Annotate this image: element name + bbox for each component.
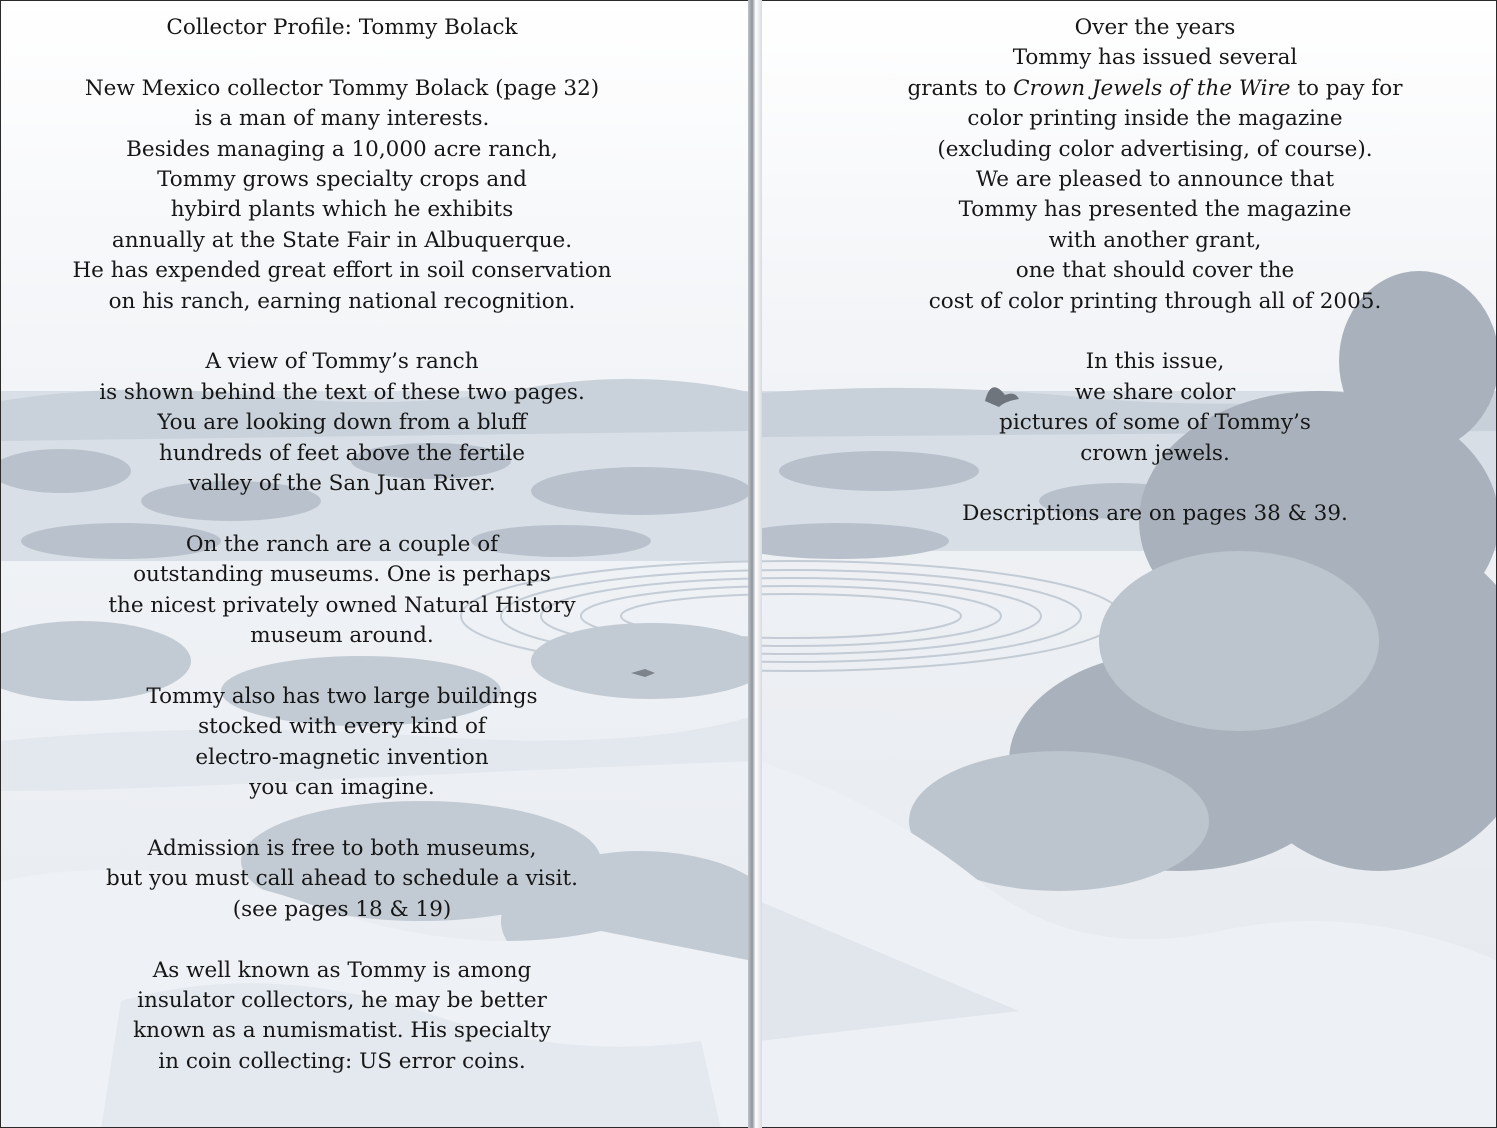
text-fragment: to pay for (1290, 75, 1403, 101)
text-line: with another grant, (1048, 227, 1262, 253)
text-line: annually at the State Fair in Albuquerque. (111, 227, 573, 253)
text-line: He has expended great effort in soil conservation (72, 258, 612, 284)
text-line: Tommy has issued several (1012, 45, 1298, 71)
text-line: Tommy has presented the magazine (958, 197, 1352, 223)
article-title: Collector Profile: Tommy Bolack (166, 15, 518, 40)
text-line: known as a numismatist. His specialty (133, 1018, 551, 1044)
text-line: electro-magnetic invention (195, 744, 489, 770)
text-line: but you must call ahead to schedule a visit. (105, 866, 578, 892)
text-line: hundreds of feet above the fertile (159, 440, 525, 466)
text-line: we share color (1074, 379, 1236, 405)
text-line: crown jewels. (1080, 440, 1230, 466)
page-gutter (748, 0, 762, 1128)
text-line: Over the years (1074, 15, 1236, 40)
text-line: valley of the San Juan River. (188, 471, 496, 497)
text-line: On the ranch are a couple of (185, 531, 499, 557)
text-line: on his ranch, earning national recognition. (108, 288, 576, 314)
text-line: In this issue, (1085, 349, 1225, 375)
text-line: in coin collecting: US error coins. (158, 1048, 526, 1074)
text-line: We are pleased to announce that (975, 167, 1335, 193)
text-line: New Mexico collector Tommy Bolack (page 32) (84, 75, 600, 101)
text-line: Admission is free to both museums, (147, 835, 537, 861)
text-line: Besides managing a 10,000 acre ranch, (126, 136, 558, 162)
text-line: As well known as Tommy is among (152, 957, 532, 983)
magazine-name: Crown Jewels of the Wire (1013, 75, 1291, 101)
text-line: hybird plants which he exhibits (170, 197, 514, 223)
right-page (758, 0, 1497, 1128)
text-line: You are looking down from a bluff (157, 410, 527, 436)
text-line: cost of color printing through all of 2005. (928, 288, 1382, 314)
text-line: Descriptions are on pages 38 & 39. (962, 501, 1348, 527)
text-line (758, 74, 1497, 104)
text-line: museum around. (250, 623, 434, 649)
text-line: is a man of many interests. (194, 106, 490, 132)
text-line: color printing inside the magazine (967, 106, 1343, 132)
left-page-text (1, 13, 683, 1077)
text-fragment: grants to (907, 75, 1014, 101)
text-line: (excluding color advertising, of course). (937, 136, 1373, 162)
text-line: is shown behind the text of these two pages. (99, 379, 585, 405)
text-line: you can imagine. (249, 775, 435, 801)
text-line: pictures of some of Tommy’s (999, 410, 1311, 436)
text-line: the nicest privately owned Natural History (108, 592, 576, 618)
text-line: (see pages 18 & 19) (232, 896, 452, 922)
text-line: one that should cover the (1015, 258, 1295, 284)
text-line: insulator collectors, he may be better (137, 987, 547, 1013)
text-line: outstanding museums. One is perhaps (133, 562, 551, 588)
right-page-text (758, 13, 1497, 530)
text-line: Tommy also has two large buildings (146, 683, 538, 709)
text-line: Tommy grows specialty crops and (157, 167, 527, 193)
text-line: stocked with every kind of (198, 714, 486, 740)
text-line: A view of Tommy’s ranch (205, 349, 479, 375)
